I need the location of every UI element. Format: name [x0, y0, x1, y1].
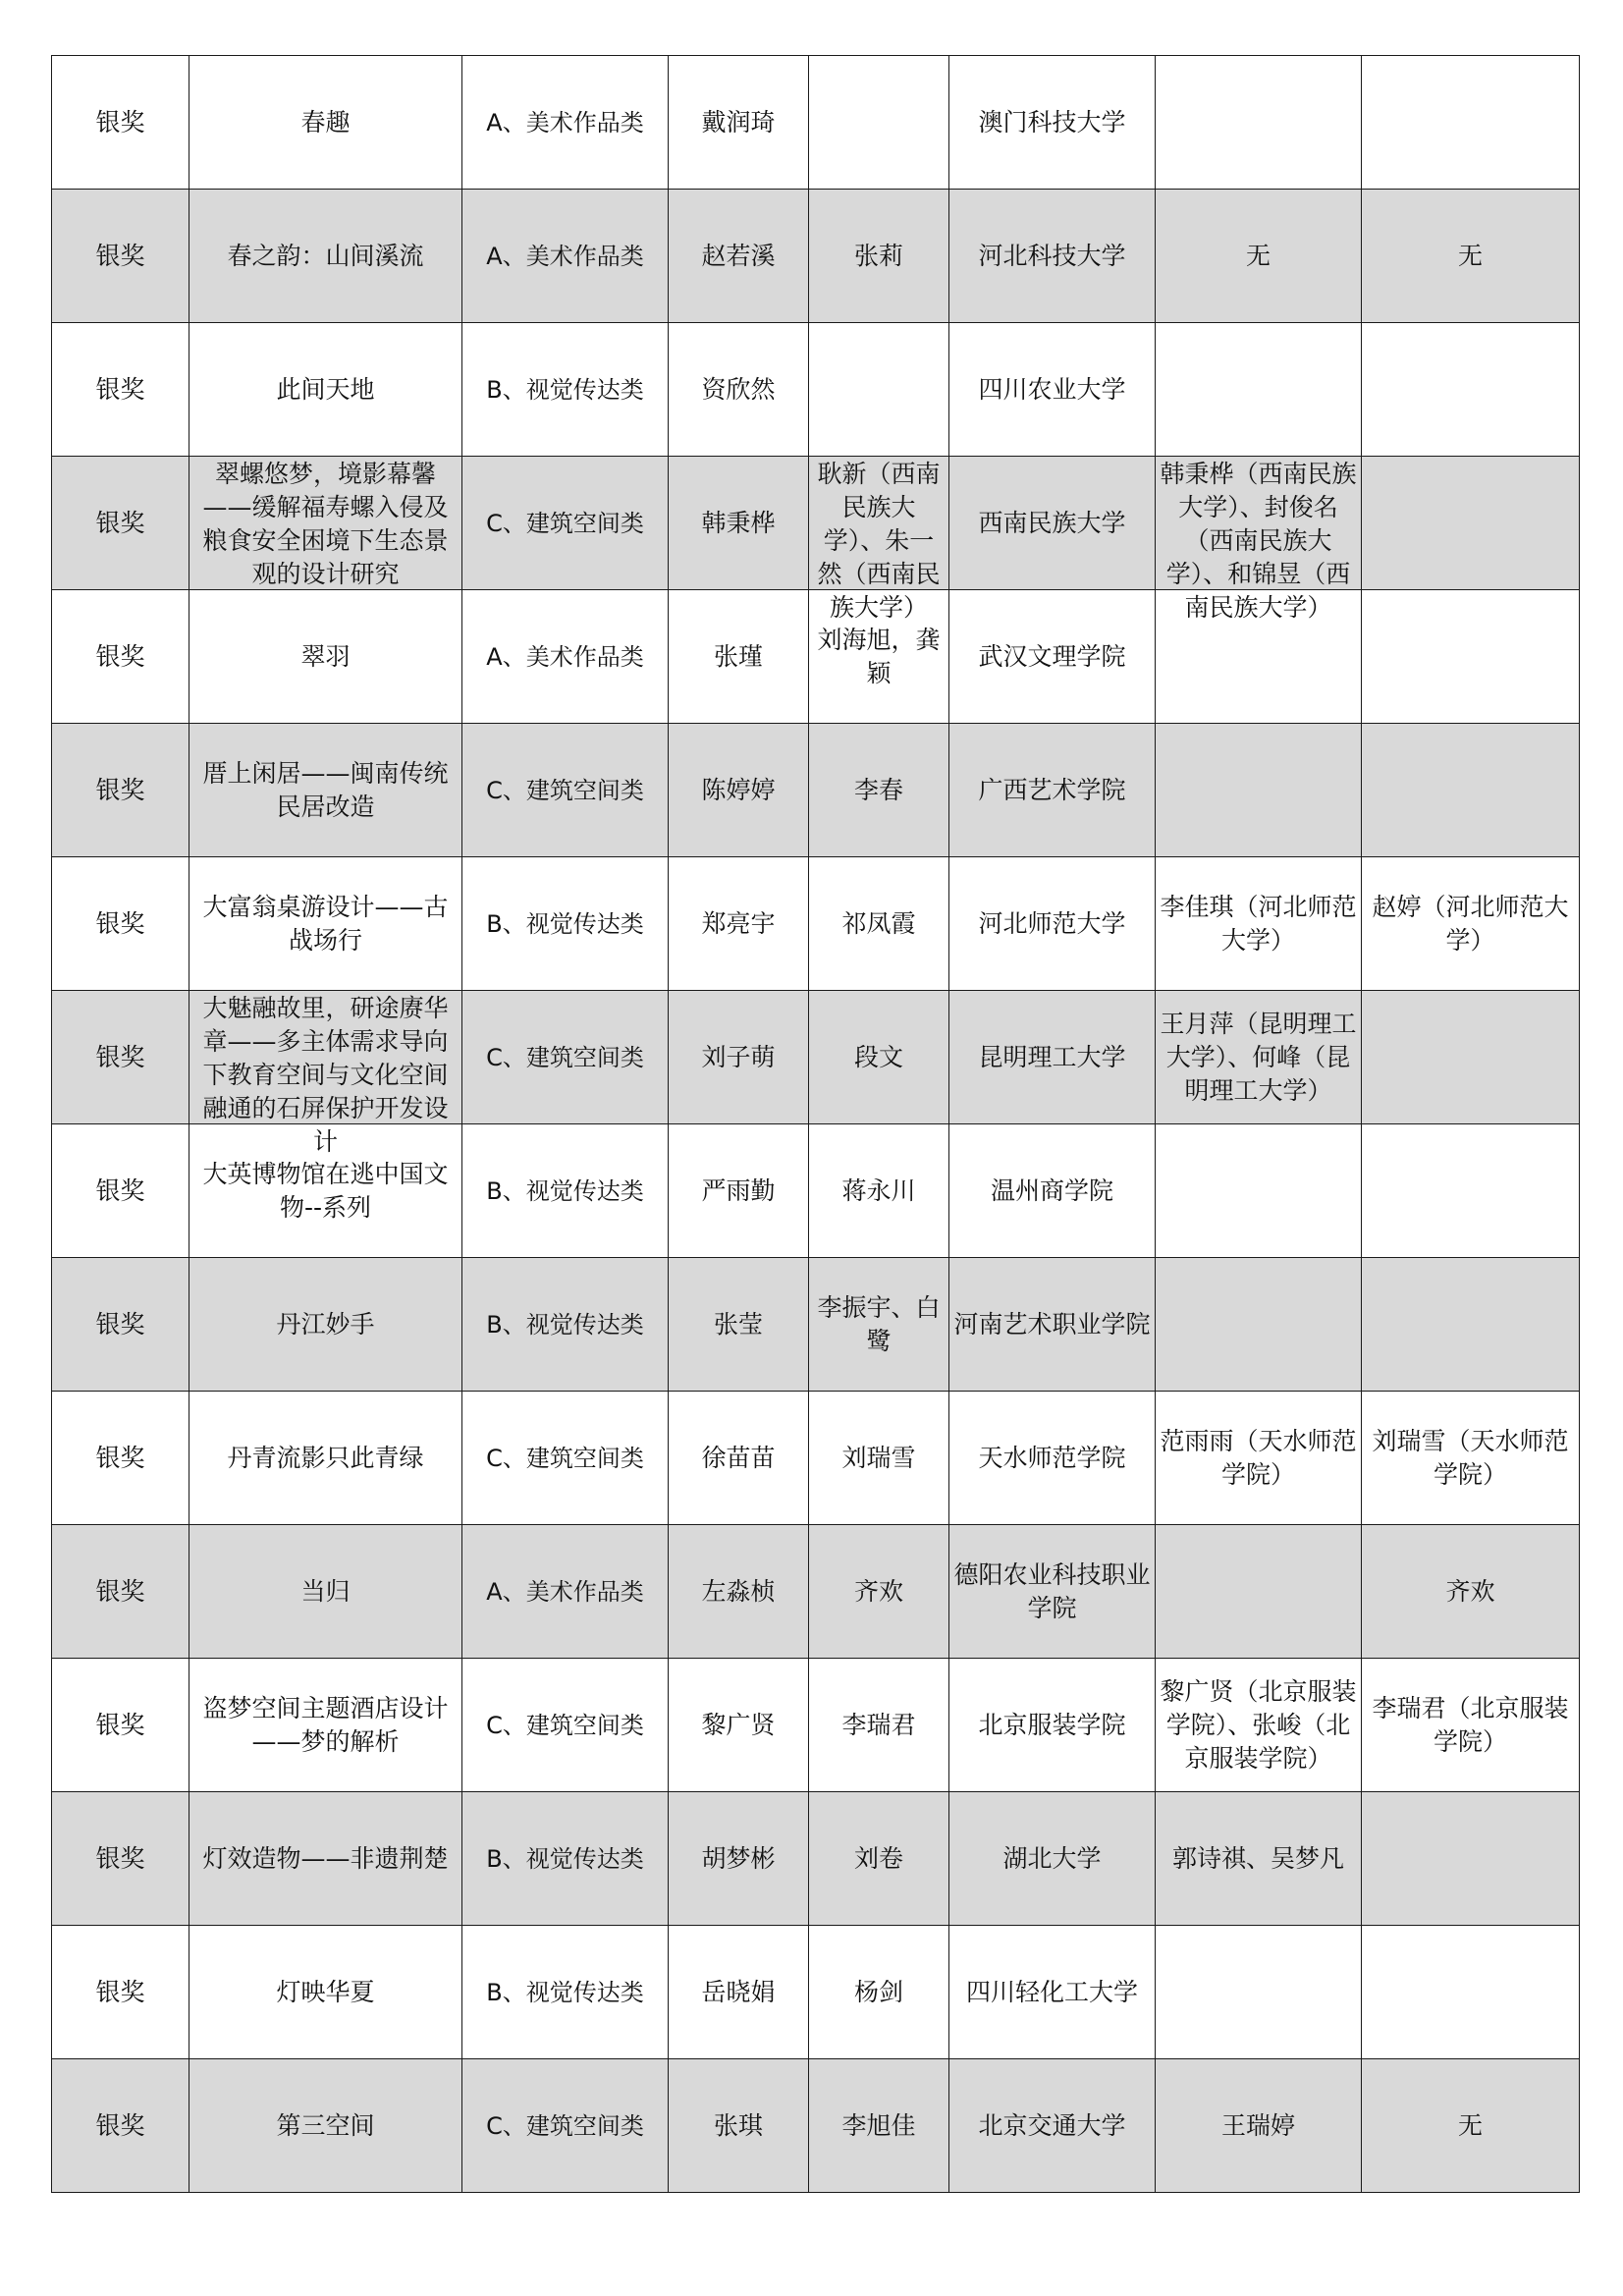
- team-members-cell: [1156, 190, 1362, 323]
- school-cell-text: 德阳农业科技职业学院: [953, 1559, 1151, 1622]
- author-cell-text: 严雨勤: [701, 1175, 776, 1205]
- award-cell-text: 银奖: [95, 1443, 145, 1472]
- school-cell-text: 四川轻化工大学: [965, 1977, 1138, 2006]
- extra-info-cell: [1362, 1525, 1580, 1659]
- category-cell: [462, 457, 669, 590]
- category-cell: [462, 1792, 669, 1926]
- advisor-cell: [809, 991, 949, 1124]
- extra-info-cell: [1362, 2059, 1580, 2193]
- school-cell-text: 温州商学院: [990, 1175, 1113, 1205]
- table-row: [52, 1659, 1580, 1792]
- category-cell-text: A、美术作品类: [486, 242, 644, 270]
- title-cell-text: 春趣: [300, 107, 351, 137]
- award-cell: [52, 1792, 189, 1926]
- title-cell-text: 大富翁桌游设计——古战场行: [202, 892, 449, 955]
- category-cell-text: B、视觉传达类: [486, 1978, 644, 2006]
- extra-info-cell: [1362, 1392, 1580, 1525]
- extra-info-cell: [1362, 1258, 1580, 1392]
- extra-info-cell-text: 无: [1457, 2110, 1483, 2140]
- title-cell: [189, 2059, 462, 2193]
- team-members-cell-text: 李佳琪（河北师范大学）: [1160, 892, 1357, 955]
- school-cell-text: 北京交通大学: [978, 2110, 1126, 2140]
- author-cell-text: 胡梦彬: [701, 1843, 776, 1873]
- team-members-cell-text: 范雨雨（天水师范学院）: [1160, 1426, 1357, 1489]
- extra-info-cell: [1362, 190, 1580, 323]
- award-cell-text: 银奖: [95, 374, 145, 404]
- advisor-cell: [809, 857, 949, 991]
- title-cell: [189, 857, 462, 991]
- advisor-cell-text: 张莉: [853, 241, 903, 270]
- team-members-cell: [1156, 1258, 1362, 1392]
- school-cell: [949, 2059, 1156, 2193]
- award-cell: [52, 457, 189, 590]
- table-row: [52, 991, 1580, 1124]
- author-cell-text: 左淼桢: [701, 1576, 776, 1606]
- team-members-cell-text: 王月萍（昆明理工大学）、何峰（昆明理工大学）: [1160, 1009, 1357, 1105]
- advisor-cell-text: 杨剑: [853, 1977, 903, 2006]
- author-cell: [669, 1392, 809, 1525]
- school-cell-text: 天水师范学院: [978, 1443, 1126, 1472]
- author-cell-text: 戴润琦: [701, 107, 776, 137]
- author-cell: [669, 724, 809, 857]
- author-cell: [669, 1525, 809, 1659]
- category-cell-text: B、视觉传达类: [486, 1310, 644, 1339]
- extra-info-cell-text: 齐欢: [1445, 1576, 1495, 1606]
- team-members-cell: [1156, 323, 1362, 457]
- author-cell: [669, 323, 809, 457]
- author-cell: [669, 2059, 809, 2193]
- school-cell: [949, 1525, 1156, 1659]
- author-cell-text: 张琪: [713, 2110, 763, 2140]
- author-cell: [669, 1792, 809, 1926]
- author-cell-text: 陈婷婷: [701, 775, 776, 804]
- award-cell-text: 银奖: [95, 1710, 145, 1739]
- team-members-cell: [1156, 2059, 1362, 2193]
- title-cell-text: 盗梦空间主题酒店设计——梦的解析: [202, 1693, 449, 1756]
- team-members-cell-text: 无: [1245, 241, 1271, 270]
- category-cell-text: C、建筑空间类: [486, 1043, 644, 1071]
- extra-info-cell: [1362, 590, 1580, 724]
- extra-info-cell: [1362, 1659, 1580, 1792]
- team-members-cell: [1156, 1124, 1362, 1258]
- school-cell: [949, 1926, 1156, 2059]
- advisor-cell-text: 耿新（西南民族大学）、朱一然（西南民族大学）: [817, 459, 941, 622]
- title-cell-text: 翠羽: [300, 641, 351, 671]
- school-cell: [949, 457, 1156, 590]
- title-cell-text: 灯效造物——非遗荆楚: [202, 1843, 449, 1873]
- title-cell: [189, 1926, 462, 2059]
- award-cell: [52, 857, 189, 991]
- school-cell-text: 昆明理工大学: [978, 1042, 1126, 1071]
- table-row: [52, 1926, 1580, 2059]
- author-cell-text: 资欣然: [701, 374, 776, 404]
- extra-info-cell: [1362, 991, 1580, 1124]
- school-cell-text: 河北科技大学: [978, 241, 1126, 270]
- author-cell: [669, 1926, 809, 2059]
- advisor-cell: [809, 1659, 949, 1792]
- author-cell-text: 徐苗苗: [701, 1443, 776, 1472]
- title-cell: [189, 991, 462, 1156]
- award-cell: [52, 190, 189, 323]
- table-row: [52, 1392, 1580, 1525]
- category-cell: [462, 1258, 669, 1392]
- category-cell-text: B、视觉传达类: [486, 1176, 644, 1205]
- extra-info-cell: [1362, 857, 1580, 991]
- school-cell: [949, 724, 1156, 857]
- advisor-cell: [809, 1525, 949, 1659]
- title-cell-text: 大英博物馆在逃中国文物--系列: [202, 1159, 449, 1222]
- category-cell-text: B、视觉传达类: [486, 375, 644, 404]
- title-cell-text: 丹江妙手: [276, 1309, 375, 1339]
- award-cell: [52, 1124, 189, 1258]
- school-cell: [949, 857, 1156, 991]
- table-row: [52, 1792, 1580, 1926]
- advisor-cell: [809, 56, 949, 190]
- category-cell-text: C、建筑空间类: [486, 1444, 644, 1472]
- advisor-cell: [809, 2059, 949, 2193]
- team-members-cell-text: 王瑞婷: [1220, 2110, 1295, 2140]
- extra-info-cell-text: 赵婷（河北师范大学）: [1372, 892, 1569, 955]
- author-cell: [669, 457, 809, 590]
- school-cell: [949, 56, 1156, 190]
- extra-info-cell: [1362, 1124, 1580, 1258]
- award-cell: [52, 991, 189, 1124]
- author-cell-text: 岳晓娟: [701, 1977, 776, 2006]
- advisor-cell: [809, 1258, 949, 1392]
- author-cell: [669, 991, 809, 1124]
- school-cell: [949, 323, 1156, 457]
- award-cell: [52, 1525, 189, 1659]
- award-cell: [52, 1926, 189, 2059]
- title-cell-text: 灯映华夏: [276, 1977, 375, 2006]
- school-cell: [949, 1258, 1156, 1392]
- table-row: [52, 323, 1580, 457]
- advisor-cell: [809, 1926, 949, 2059]
- table-row: [52, 590, 1580, 724]
- advisor-cell-text: 李春: [853, 775, 903, 804]
- title-cell-text: 第三空间: [276, 2110, 375, 2140]
- author-cell-text: 张莹: [713, 1309, 763, 1339]
- team-members-cell: [1156, 724, 1362, 857]
- school-cell: [949, 1792, 1156, 1926]
- advisor-cell-text: 李振宇、白鹭: [817, 1292, 941, 1355]
- school-cell-text: 河南艺术职业学院: [953, 1309, 1151, 1339]
- advisor-cell: [809, 724, 949, 857]
- award-cell-text: 银奖: [95, 2110, 145, 2140]
- school-cell-text: 湖北大学: [1002, 1843, 1102, 1873]
- title-cell: [189, 56, 462, 190]
- author-cell: [669, 590, 809, 724]
- advisor-cell-text: 李瑞君: [841, 1710, 916, 1739]
- award-cell-text: 银奖: [95, 508, 145, 537]
- awards-table: [51, 55, 1580, 2193]
- title-cell: [189, 1659, 462, 1792]
- advisor-cell-text: 祁凤霞: [841, 908, 916, 938]
- category-cell-text: C、建筑空间类: [486, 509, 644, 537]
- extra-info-cell: [1362, 724, 1580, 857]
- author-cell-text: 韩秉桦: [701, 508, 776, 537]
- advisor-cell-text: 段文: [853, 1042, 903, 1071]
- team-members-cell: [1156, 1926, 1362, 2059]
- category-cell: [462, 1392, 669, 1525]
- school-cell-text: 澳门科技大学: [978, 107, 1126, 137]
- award-cell-text: 银奖: [95, 1042, 145, 1071]
- team-members-cell: [1156, 857, 1362, 991]
- team-members-cell: [1156, 991, 1362, 1124]
- title-cell: [189, 457, 462, 590]
- table-row: [52, 56, 1580, 190]
- category-cell: [462, 190, 669, 323]
- category-cell-text: A、美术作品类: [486, 108, 644, 137]
- category-cell: [462, 724, 669, 857]
- extra-info-cell: [1362, 323, 1580, 457]
- award-cell: [52, 56, 189, 190]
- award-cell: [52, 1258, 189, 1392]
- school-cell: [949, 190, 1156, 323]
- category-cell: [462, 1124, 669, 1258]
- table-row: [52, 857, 1580, 991]
- title-cell: [189, 323, 462, 457]
- title-cell-text: 厝上闲居——闽南传统民居改造: [202, 758, 449, 821]
- school-cell-text: 武汉文理学院: [978, 641, 1126, 671]
- table-row: [52, 2059, 1580, 2193]
- author-cell-text: 赵若溪: [701, 241, 776, 270]
- table-row: [52, 1258, 1580, 1392]
- advisor-cell-text: 李旭佳: [841, 2110, 916, 2140]
- author-cell: [669, 190, 809, 323]
- school-cell-text: 北京服装学院: [978, 1710, 1126, 1739]
- award-cell: [52, 1659, 189, 1792]
- title-cell: [189, 1392, 462, 1525]
- author-cell: [669, 1659, 809, 1792]
- extra-info-cell: [1362, 1926, 1580, 2059]
- title-cell-text: 当归: [300, 1576, 351, 1606]
- category-cell-text: C、建筑空间类: [486, 1711, 644, 1739]
- author-cell-text: 黎广贤: [701, 1710, 776, 1739]
- table-row: [52, 1124, 1580, 1258]
- team-members-cell: [1156, 56, 1362, 190]
- team-members-cell-text: 郭诗祺、吴梦凡: [1171, 1843, 1344, 1873]
- author-cell-text: 刘子萌: [701, 1042, 776, 1071]
- category-cell: [462, 991, 669, 1124]
- author-cell: [669, 857, 809, 991]
- category-cell-text: C、建筑空间类: [486, 2111, 644, 2140]
- category-cell: [462, 1659, 669, 1792]
- team-members-cell-text: 韩秉桦（西南民族大学）、封俊名（西南民族大学）、和锦昱（西南民族大学）: [1160, 459, 1357, 622]
- award-cell-text: 银奖: [95, 1576, 145, 1606]
- award-cell: [52, 590, 189, 724]
- title-cell: [189, 724, 462, 857]
- award-cell: [52, 1392, 189, 1525]
- category-cell: [462, 1926, 669, 2059]
- school-cell: [949, 1659, 1156, 1792]
- extra-info-cell-text: 李瑞君（北京服装学院）: [1372, 1693, 1569, 1756]
- advisor-cell-text: 刘瑞雪: [841, 1443, 916, 1472]
- title-cell: [189, 1258, 462, 1392]
- category-cell: [462, 1525, 669, 1659]
- team-members-cell: [1156, 1392, 1362, 1525]
- title-cell-text: 春之韵：山间溪流: [227, 241, 424, 270]
- title-cell: [189, 1525, 462, 1659]
- category-cell: [462, 590, 669, 724]
- extra-info-cell-text: 刘瑞雪（天水师范学院）: [1372, 1426, 1569, 1489]
- extra-info-cell: [1362, 457, 1580, 590]
- school-cell: [949, 1124, 1156, 1258]
- author-cell: [669, 1124, 809, 1258]
- extra-info-cell: [1362, 1792, 1580, 1926]
- team-members-cell: [1156, 457, 1362, 622]
- category-cell: [462, 323, 669, 457]
- award-cell: [52, 724, 189, 857]
- extra-info-cell: [1362, 56, 1580, 190]
- award-cell-text: 银奖: [95, 107, 145, 137]
- team-members-cell: [1156, 1792, 1362, 1926]
- advisor-cell-text: 刘卷: [853, 1843, 903, 1873]
- table-row: [52, 190, 1580, 323]
- school-cell: [949, 1392, 1156, 1525]
- category-cell: [462, 857, 669, 991]
- table-body: [52, 56, 1580, 2193]
- advisor-cell: [809, 1392, 949, 1525]
- category-cell-text: B、视觉传达类: [486, 1844, 644, 1873]
- award-cell-text: 银奖: [95, 1977, 145, 2006]
- award-cell-text: 银奖: [95, 908, 145, 938]
- school-cell-text: 河北师范大学: [978, 908, 1126, 938]
- author-cell: [669, 56, 809, 190]
- category-cell: [462, 2059, 669, 2193]
- school-cell-text: 西南民族大学: [978, 508, 1126, 537]
- title-cell: [189, 590, 462, 724]
- advisor-cell: [809, 1124, 949, 1258]
- author-cell-text: 郑亮宇: [701, 908, 776, 938]
- school-cell-text: 广西艺术学院: [978, 775, 1126, 804]
- author-cell-text: 张瑾: [713, 641, 763, 671]
- advisor-cell: [809, 1792, 949, 1926]
- team-members-cell-text: 黎广贤（北京服装学院）、张峻（北京服装学院）: [1160, 1676, 1357, 1773]
- title-cell-text: 大魅融故里，研途赓华章——多主体需求导向下教育空间与文化空间融通的石屏保护开发设计: [202, 993, 449, 1156]
- table-row: [52, 457, 1580, 590]
- advisor-cell: [809, 323, 949, 457]
- title-cell-text: 丹青流影只此青绿: [227, 1443, 424, 1472]
- category-cell-text: B、视觉传达类: [486, 909, 644, 938]
- advisor-cell-text: 齐欢: [853, 1576, 903, 1606]
- extra-info-cell-text: 无: [1457, 241, 1483, 270]
- school-cell-text: 四川农业大学: [978, 374, 1126, 404]
- advisor-cell-text: 蒋永川: [841, 1175, 916, 1205]
- team-members-cell: [1156, 1659, 1362, 1792]
- team-members-cell: [1156, 1525, 1362, 1659]
- table-row: [52, 1525, 1580, 1659]
- category-cell-text: A、美术作品类: [486, 642, 644, 671]
- title-cell: [189, 190, 462, 323]
- school-cell: [949, 991, 1156, 1124]
- title-cell-text: 翠螺悠梦，境影幕馨——缓解福寿螺入侵及粮食安全困境下生态景观的设计研究: [202, 459, 449, 588]
- school-cell: [949, 590, 1156, 724]
- category-cell-text: C、建筑空间类: [486, 776, 644, 804]
- award-cell: [52, 323, 189, 457]
- award-cell-text: 银奖: [95, 775, 145, 804]
- advisor-cell: [809, 457, 949, 622]
- category-cell: [462, 56, 669, 190]
- author-cell: [669, 1258, 809, 1392]
- award-cell-text: 银奖: [95, 641, 145, 671]
- category-cell-text: A、美术作品类: [486, 1577, 644, 1606]
- advisor-cell-text: 刘海旭，龚颖: [817, 625, 941, 687]
- title-cell-text: 此间天地: [276, 374, 375, 404]
- title-cell: [189, 1792, 462, 1926]
- award-cell-text: 银奖: [95, 1843, 145, 1873]
- award-cell: [52, 2059, 189, 2193]
- table-row: [52, 724, 1580, 857]
- advisor-cell: [809, 190, 949, 323]
- award-cell-text: 银奖: [95, 1175, 145, 1205]
- award-cell-text: 银奖: [95, 1309, 145, 1339]
- award-cell-text: 银奖: [95, 241, 145, 270]
